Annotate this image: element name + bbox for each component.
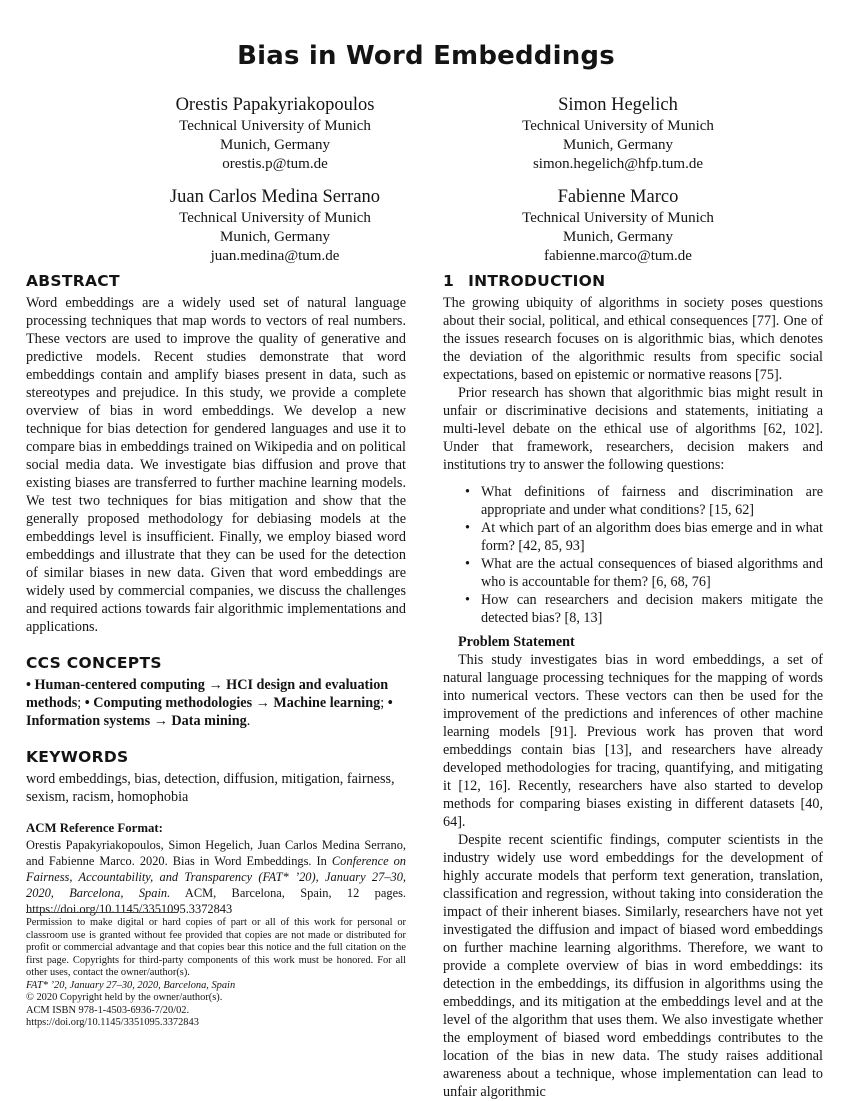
author-location: Munich, Germany	[220, 137, 330, 153]
bullet-icon: •	[465, 484, 470, 500]
author-name: Simon Hegelich	[558, 95, 678, 115]
paper-title: Bias in Word Embeddings	[237, 41, 615, 71]
ccs-arrow: →	[255, 695, 270, 711]
footnote-rule	[26, 912, 178, 913]
list-item	[465, 519, 823, 555]
author-block-1	[95, 93, 455, 174]
ccs-concepts	[26, 676, 406, 730]
ccs-heading: CCS CONCEPTS	[26, 654, 162, 672]
author-affiliation: Technical University of Munich	[522, 210, 714, 226]
ccs-item-3-b: Data mining	[171, 713, 247, 729]
ccs-item-1-a: Human-centered computing	[34, 677, 205, 693]
bullet-icon: •	[465, 592, 470, 608]
author-block-4	[438, 185, 798, 266]
section-number: 1	[443, 272, 455, 290]
question-text: At which part of an algorithm does bias emerge and in what form? [42, 85, 93]	[481, 520, 823, 554]
author-name: Juan Carlos Medina Serrano	[169, 187, 381, 207]
permission-text: Permission to make digital or hard copies of part or all of this work for personal or classroom use is granted without fee provided that copies are not made or distributed for profit or commercial advantage and that copies bear this notice and the full citation on the first page. Copyrights for third-party components of this work must be honored. For all other uses, contact the owner/author(s).	[26, 917, 406, 978]
reference-heading: ACM Reference Format:	[26, 821, 163, 835]
right-column	[443, 272, 823, 1101]
reference-body	[26, 837, 406, 917]
author-name: Orestis Papakyriakopoulos	[175, 95, 375, 115]
keywords-text: word embeddings, bias, detection, diffusion, mitigation, fairness, sexism, racism, homophobia	[26, 771, 395, 805]
author-location: Munich, Germany	[563, 137, 673, 153]
author-location: Munich, Germany	[563, 229, 673, 245]
permission-block	[26, 912, 406, 1030]
author-affiliation: Technical University of Munich	[522, 118, 714, 134]
author-affiliation: Technical University of Munich	[179, 118, 371, 134]
ccs-item-2-a: Computing methodologies	[93, 695, 253, 711]
reference-format	[26, 819, 406, 917]
author-email[interactable]: orestis.p@tum.de	[222, 156, 328, 172]
author-email[interactable]: juan.medina@tum.de	[210, 248, 340, 264]
ccs-bullet: •	[26, 677, 31, 693]
author-block-2	[438, 93, 798, 174]
intro-paragraph-1: The growing ubiquity of algorithms in society poses questions about their social, political, and ethical consequences [77]. One of the issues research focuses on is algorithmic bias, which denotes the deviation of the algorithmic results from specific social expectations, based on epistemic or normative reasons [75].	[443, 295, 823, 383]
question-list	[443, 483, 823, 627]
reference-publisher: ACM, Barcelona, Spain, 12 pages. https://doi.org/10.1145/3351095.3372843	[26, 886, 406, 916]
problem-statement-heading: Problem Statement	[458, 634, 575, 650]
ccs-arrow: →	[153, 713, 168, 729]
author-location: Munich, Germany	[220, 229, 330, 245]
ccs-arrow: →	[208, 677, 223, 693]
permission-doi[interactable]: https://doi.org/10.1145/3351095.3372843	[26, 1017, 199, 1028]
list-item	[465, 555, 823, 591]
abstract-heading: ABSTRACT	[26, 272, 120, 290]
bullet-icon: •	[465, 556, 470, 572]
ccs-item-1-b: HCI design and evaluation methods	[26, 677, 389, 711]
ccs-bullet: •	[84, 695, 90, 711]
ccs-item-2-b: Machine learning	[273, 695, 381, 711]
ccs-sep: .	[246, 713, 251, 729]
permission-conf: FAT* ’20, January 27–30, 2020, Barcelona, Spain	[26, 979, 236, 991]
left-column	[26, 272, 406, 1028]
abstract-text: Word embeddings are a widely used set of natural language processing techniques that map words to vectors of real numbers. These vectors are used to improve the quality of generative and predictive models. Recent studies demonstrate that word embeddings contain and amplify biases present in data, such as stereotypes and prejudice. In this study, we provide a complete overview of bias in word embeddings. We develop a new technique for bias detection for gendered languages and use it to compare bias in embeddings trained on Wikipedia and on political social media data. We investigate bias diffusion and prove that existing biases are transferred to further machine learning models. We test two techniques for bias mitigation and show that the generally proposed methodology for debiasing models at the embeddings level is insufficient. Finally, we employ biased word embeddings and illustrate that they can be used for the detection of similar biases in new data. Given that word embeddings are widely used by commercial companies, we discuss the challenges and required actions towards fair algorithmic implementations and applications.	[26, 295, 406, 635]
intro-paragraph-2: Prior research has shown that algorithmic bias might result in unfair or discriminative decisions and statements, initiating a multi-level debate on the ethical use of algorithms [62, 102]. Under that framework, researchers, decision makers and institutions try to answer the following questions:	[443, 385, 823, 473]
ccs-sep: ;	[77, 695, 82, 711]
question-text: What definitions of fairness and discrimination are appropriate and under what conditions? [15, 62]	[481, 484, 823, 518]
intro-heading	[443, 272, 823, 290]
reference-authors: Orestis Papakyriakopoulos, Simon Hegelich, Juan Carlos Medina Serrano, and Fabienne Marco. 2020. Bias in Word Embeddings. In	[26, 838, 406, 868]
author-block-3	[95, 185, 455, 266]
ccs-bullet: •	[387, 695, 393, 711]
list-item	[465, 591, 823, 627]
permission-isbn: ACM ISBN 978-1-4503-6936-7/20/02.	[26, 1004, 190, 1016]
list-item	[465, 483, 823, 519]
reference-venue: Conference on Fairness, Accountability, and Transparency (FAT* ’20), January 27–30, 2020, Barcelona, Spain.	[26, 854, 406, 900]
question-text: What are the actual consequences of biased algorithms and who is accountable for them? [6, 68, 76]	[481, 556, 823, 590]
bullet-icon: •	[465, 520, 470, 536]
ccs-item-3-a: Information systems	[26, 713, 151, 729]
keywords-heading: KEYWORDS	[26, 748, 129, 766]
author-email[interactable]: fabienne.marco@tum.de	[544, 248, 692, 264]
intro-paragraph-3: This study investigates bias in word embeddings, a set of natural language processing techniques for the mapping of words into numerical vectors. These vectors can then be used for the improvement of the predictions and inferences of other machine learning models [91]. Previous work has proven that word embeddings contain bias [13], and researchers have already developed methodologies for tracing, quantifying, and mitigating it [12, 16]. Recently, researchers have also started to develop methods for comparing biases existing in different datasets [40, 64].	[443, 652, 823, 830]
question-text: How can researchers and decision makers mitigate the detected bias? [8, 13]	[481, 592, 823, 626]
ccs-sep: ;	[380, 695, 385, 711]
author-affiliation: Technical University of Munich	[179, 210, 371, 226]
author-email[interactable]: simon.hegelich@hfp.tum.de	[532, 156, 704, 172]
author-name: Fabienne Marco	[557, 187, 679, 207]
intro-paragraph-4: Despite recent scientific findings, computer scientists in the industry widely use word embeddings for the development of highly accurate models that perform text generation, translation, classification and regression, without taking into consideration the impact of their inherent biases. Similarly, researchers have not yet investigated the diffusion and impact of biased word embeddings on further machine learning algorithms. Therefore, we want to provide a complete overview of bias in word embeddings: its detection in the embeddings, its diffusion in algorithms using the embeddings, and its mitigation at the embeddings level and at the level of the algorithm that uses them. We also investigate whether the employment of biased word embeddings contributes to the location of the bias in new data. The study raises additional awareness about a technique, whose implementation can lead to unfair algorithmic	[443, 832, 823, 1100]
section-title: INTRODUCTION	[468, 272, 606, 290]
permission-copyright: © 2020 Copyright held by the owner/author(s).	[26, 992, 223, 1003]
